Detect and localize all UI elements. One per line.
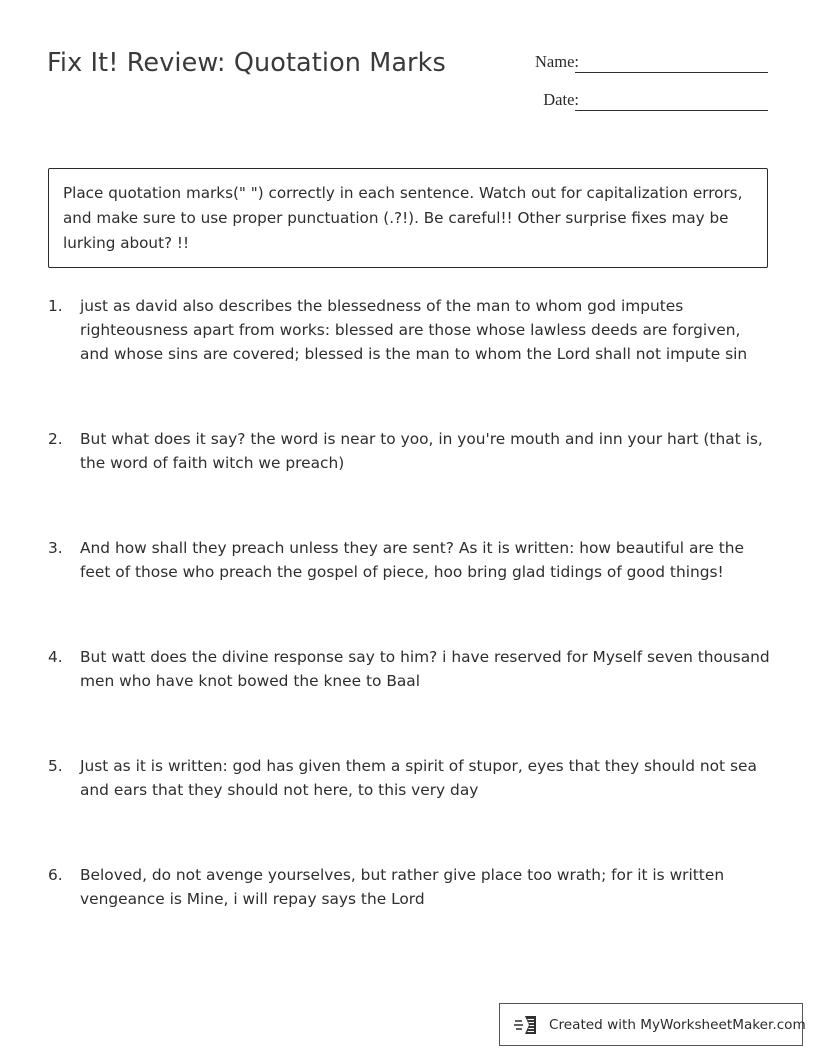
question-item-2	[0, 427, 816, 475]
directions-box	[48, 168, 768, 268]
question-number: 1.	[48, 297, 63, 315]
worksheet-header	[0, 0, 816, 140]
question-number: 6.	[48, 866, 63, 884]
question-item-1	[0, 294, 816, 366]
question-item-3	[0, 536, 816, 584]
question-list	[0, 294, 816, 972]
directions-text: Place quotation marks(" ") correctly in each sentence. Watch out for capitalization errors, and make sure to use proper punctuation (.?!). Be careful!! Other surprise fixes may be lurking about? !!	[63, 184, 743, 252]
question-item-5	[0, 754, 816, 802]
question-text: just as david also describes the blessedness of the man to whom god imputes righteousness apart from works: blessed are those whose lawless deeds are forgiven, and whose sins are covered; blessed is the man to whom the Lord shall not impute sin	[80, 297, 748, 363]
question-item-6	[0, 863, 816, 911]
worksheet-maker-badge[interactable]	[499, 1003, 806, 1046]
name-label: Name:	[535, 52, 579, 71]
question-item-4	[0, 645, 816, 693]
page-title: Fix It! Review: Quotation Marks	[47, 48, 446, 78]
worksheet-maker-label: Created with MyWorksheetMaker.com	[549, 1016, 806, 1033]
question-text: And how shall they preach unless they are sent? As it is written: how beautiful are the feet of those who preach the gospel of piece, hoo bring glad tidings of good things!	[80, 539, 744, 581]
date-input-line[interactable]	[575, 110, 768, 111]
question-text: But watt does the divine response say to him? i have reserved for Myself seven thousand men who have knot bowed the knee to Baal	[80, 648, 770, 690]
question-text: Just as it is written: god has given them a spirit of stupor, eyes that they should not sea and ears that they should not here, to this very day	[80, 757, 757, 799]
student-info-block	[505, 50, 775, 126]
question-text: Beloved, do not avenge yourselves, but rather give place too wrath; for it is written vengeance is Mine, i will repay says the Lord	[80, 866, 725, 908]
question-number: 2.	[48, 430, 63, 448]
question-text: But what does it say? the word is near to yoo, in you're mouth and inn your hart (that is, the word of faith witch we preach)	[80, 430, 763, 472]
name-input-line[interactable]	[575, 72, 768, 73]
question-number: 5.	[48, 757, 63, 775]
date-field-row	[505, 88, 775, 126]
name-field-row	[505, 50, 775, 88]
question-number: 3.	[48, 539, 63, 557]
worksheet-maker-logo-icon	[514, 1013, 540, 1037]
date-label: Date:	[543, 90, 579, 109]
question-number: 4.	[48, 648, 63, 666]
